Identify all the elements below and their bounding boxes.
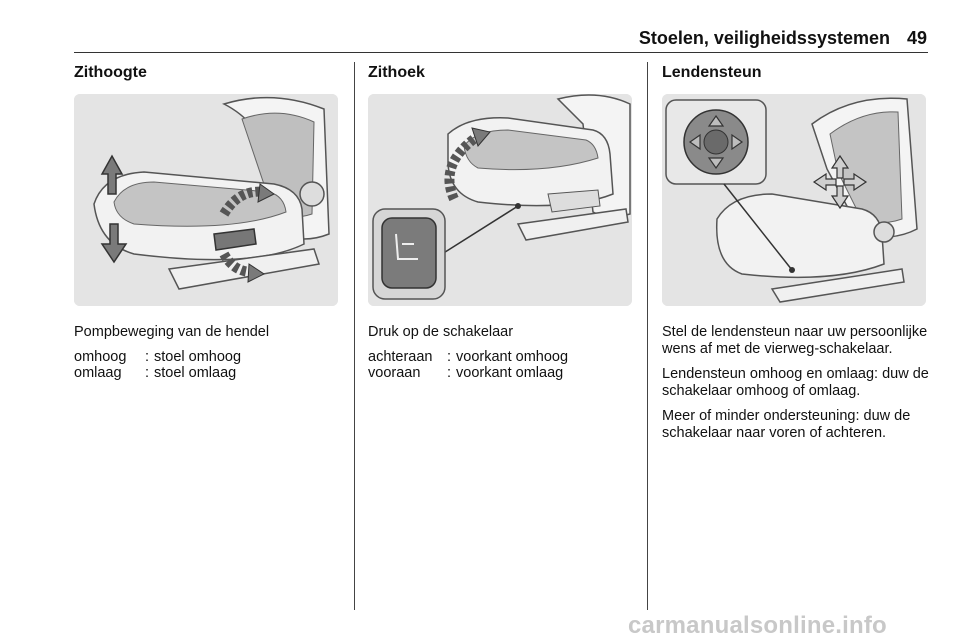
row-key: omhoog <box>74 349 127 365</box>
row-key: vooraan <box>368 365 421 381</box>
body-text <box>662 324 934 442</box>
adjustment-table <box>74 349 346 381</box>
section-lendensteun <box>662 64 934 450</box>
row-value: stoel omlaag <box>154 365 237 381</box>
row-key: achteraan <box>368 349 433 365</box>
table-row <box>368 365 640 381</box>
section-heading: Zithoogte <box>74 64 147 81</box>
page-title: Stoelen, veiligheidssystemen <box>638 28 890 48</box>
row-separator: : <box>144 365 150 381</box>
section-heading: Zithoek <box>368 64 425 81</box>
watermark: carmanualsonline.info <box>628 612 887 639</box>
figure-caption: Druk op de schakelaar <box>368 324 514 340</box>
table-row <box>74 365 346 381</box>
seat-tilt-illustration <box>368 94 632 306</box>
section-zithoogte <box>74 64 346 381</box>
table-row <box>74 349 346 365</box>
seat-height-illustration <box>74 94 338 306</box>
table-row <box>368 349 640 365</box>
page-number: 49 <box>906 28 927 48</box>
column-divider <box>354 62 355 610</box>
adjustment-table <box>368 349 640 381</box>
row-value: stoel omhoog <box>154 349 242 365</box>
row-value: voorkant omlaag <box>456 365 564 381</box>
header-rule <box>74 52 928 53</box>
paragraph: Meer of minder ondersteuning: duw de schakelaar naar voren of achteren. <box>662 408 911 441</box>
figure-caption: Pompbeweging van de hendel <box>74 324 270 340</box>
paragraph: Lendensteun omhoog en omlaag: duw de schakelaar omhoog of omlaag. <box>662 366 929 399</box>
row-value: voorkant omhoog <box>456 349 569 365</box>
lumbar-support-illustration <box>662 94 926 306</box>
section-heading: Lendensteun <box>662 64 762 81</box>
column-divider <box>647 62 648 610</box>
paragraph: Stel de lendensteun naar uw persoonlijke wens af met de vierweg-schakelaar. <box>662 324 928 357</box>
row-separator: : <box>144 349 150 365</box>
section-zithoek <box>368 64 640 381</box>
row-separator: : <box>446 365 452 381</box>
row-separator: : <box>446 349 452 365</box>
row-key: omlaag <box>74 365 122 381</box>
